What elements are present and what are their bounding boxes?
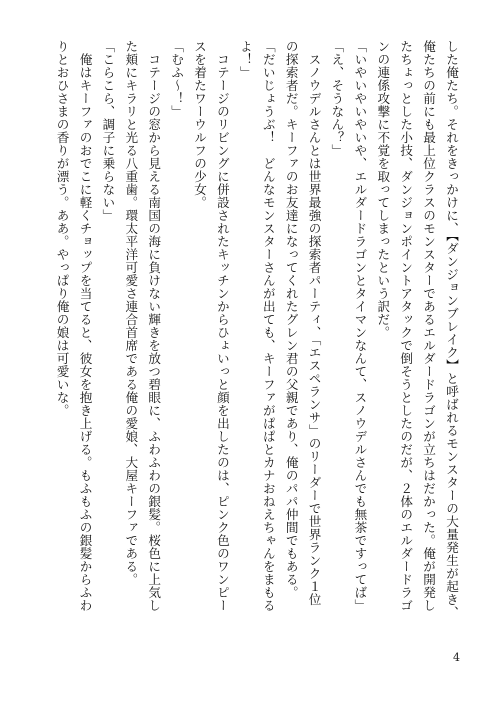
- text-line: りとおひさまの香りが漂う。ああ。やっぱり俺の娘は可愛いな。: [54, 40, 70, 417]
- text-line: ンの連係攻撃に不覚を取ってしまったという訳だ。: [375, 40, 391, 339]
- text-line: スを着たワーウルフの少女。: [192, 40, 208, 209]
- text-line: 「え、そうなん？」: [329, 40, 345, 157]
- text-line: よ！」: [237, 40, 253, 79]
- text-line: 「いやいやいやいや、エルダードラゴンとタイマンなんて、スノウデルさんでも無茶ですってば」: [352, 40, 368, 612]
- text-line: 「こらこら、調子に乗らない」: [100, 40, 116, 222]
- text-line: 「むふ～！」: [169, 40, 185, 118]
- text-line: スノウデルさんとは世界最強の探索者パーティ、「エスペランサ」のリーダーで世界ランク１位: [306, 40, 322, 606]
- text-line: 俺たちの前にも最上位クラスのモンスターであるエルダードラゴンが立ちはだかった。俺が開発し: [421, 40, 437, 612]
- text-line: コテージのリビングに併設されたキッチンからひょいっと顔を出したのは、ピンク色のワンピー: [214, 40, 230, 612]
- body-text: [54, 40, 462, 619]
- page-number: 4: [453, 651, 460, 664]
- text-line: たちょっとした小技、ダンジョンポイントアタックで倒そうとしたのだが、２体のエルダードラゴ: [398, 40, 414, 612]
- text-line: た頬にキラリと光る八重歯。環太平洋可愛さ連合首席である俺の愛娘、大屋キーファである。: [123, 40, 139, 586]
- text-line: の探索者だ。キーファのお友達になってくれたグレン君の父親であり、俺のパパ仲間でもある。: [283, 40, 299, 599]
- text-line: した俺たち。それをきっかけに、【ダンジョンブレイク】と呼ばれるモンスターの大量発生が起き、: [444, 40, 459, 619]
- text-line: 「だいじょうぶ！ どんなモンスターさんが出ても、キーファがぱぱとカナおねえちゃんをまもる: [260, 40, 276, 612]
- text-line: 俺はキーファのおでこに軽くチョップを当てると、彼女を抱き上げる。もふもふの銀髪からふわ: [77, 40, 93, 612]
- text-line: コテージの窓から見える南国の海に負けない輝きを放つ碧眼に、ふわふわの銀髪。桜色に上気し: [146, 40, 162, 612]
